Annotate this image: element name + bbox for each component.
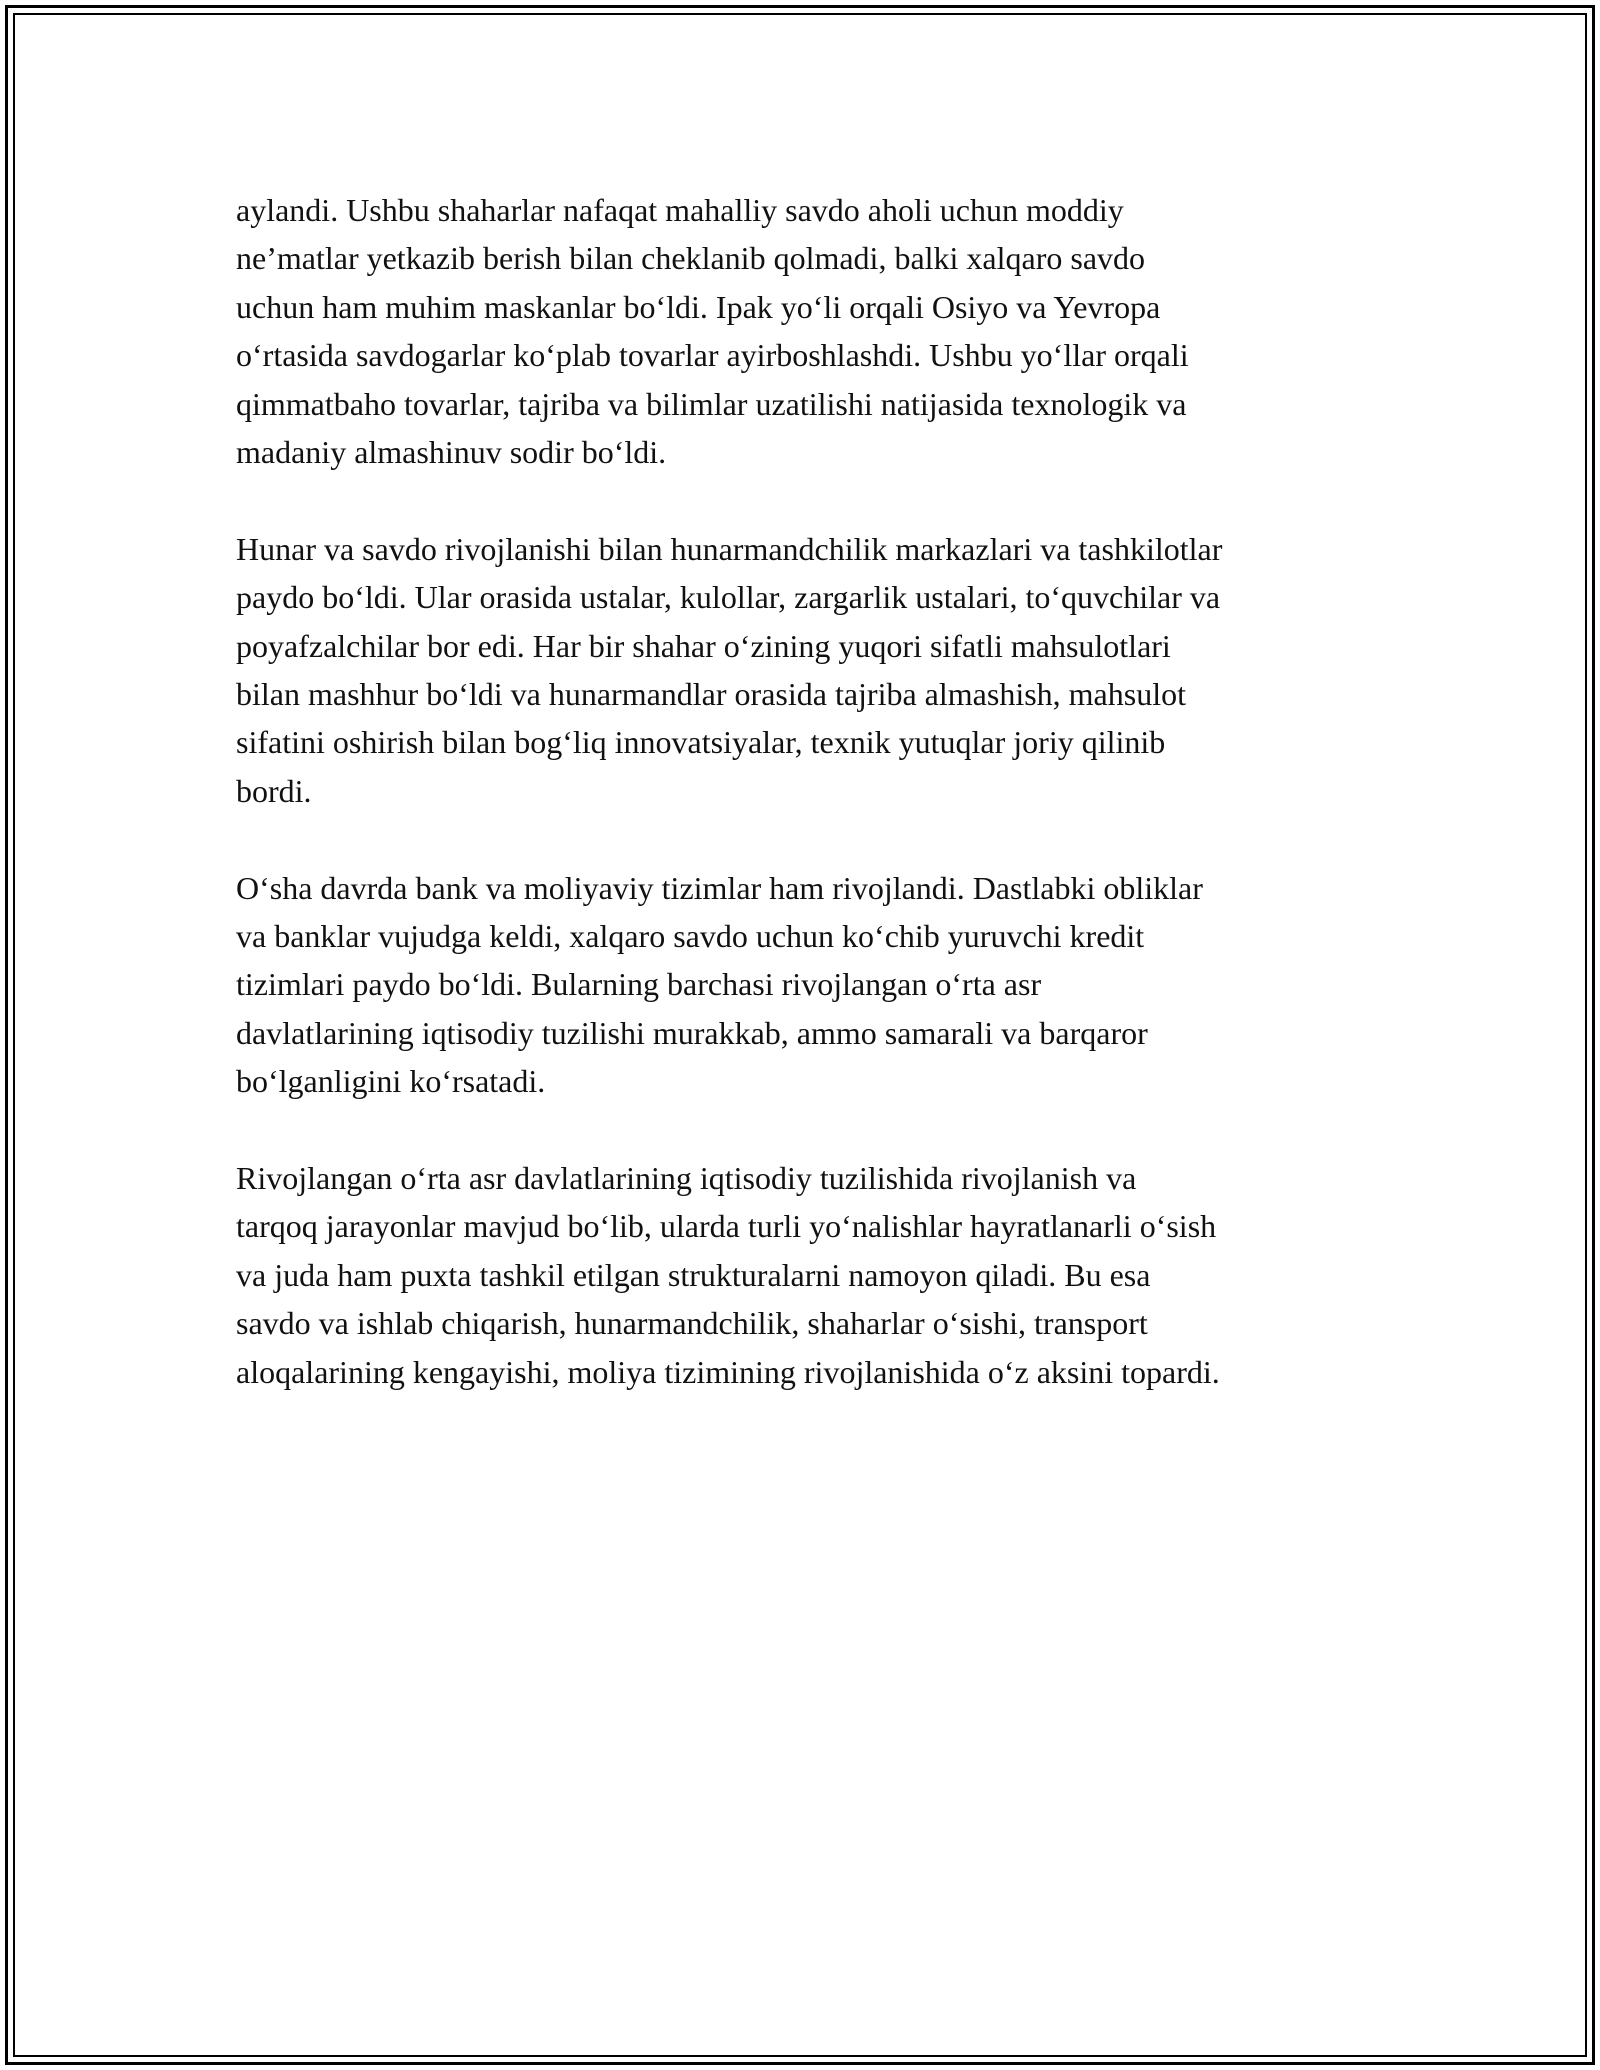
text-line: paydo boʻldi. Ular orasida ustalar, kulollar, zargarlik ustalari, toʻquvchilar va [236,579,1221,616]
paragraph-3 [236,864,1386,1106]
text-line: Oʻsha davrda bank va moliyaviy tizimlar ham rivojlandi. Dastlabki obliklar [236,869,1203,906]
text-line: madaniy almashinuv sodir boʻldi. [236,434,667,471]
text-line: aloqalarining kengayishi, moliya tizimining rivojlanishida oʻz aksini topardi. [236,1353,1220,1390]
text-line: va banklar vujudga keldi, xalqaro savdo uchun koʻchib yuruvchi kredit [236,918,1145,955]
text-line: uchun ham muhim maskanlar boʻldi. Ipak yoʻli orqali Osiyo va Yevropa [236,288,1161,325]
text-line: ne’matlar yetkazib berish bilan cheklanib qolmadi, balki xalqaro savdo [236,240,1146,277]
text-line: oʻrtasida savdogarlar koʻplab tovarlar ayirboshlashdi. Ushbu yoʻllar orqali [236,337,1189,374]
paragraph-4 [236,1154,1386,1396]
text-line: bordi. [236,772,312,809]
document-body [236,186,1386,1445]
text-line: savdo va ishlab chiqarish, hunarmandchilik, shaharlar oʻsishi, transport [236,1305,1148,1342]
text-line: va juda ham puxta tashkil etilgan strukturalarni namoyon qiladi. Bu esa [236,1256,1151,1293]
text-line: davlatlarining iqtisodiy tuzilishi murakkab, ammo samarali va barqaror [236,1014,1148,1051]
text-line: tarqoq jarayonlar mavjud boʻlib, ularda turli yoʻnalishlar hayratlanarli oʻsish [236,1208,1217,1245]
text-line: bilan mashhur boʻldi va hunarmandlar orasida tajriba almashish, mahsulot [236,676,1186,713]
text-line: Rivojlangan oʻrta asr davlatlarining iqtisodiy tuzilishida rivojlanish va [236,1160,1137,1197]
text-line: sifatini oshirish bilan bogʻliq innovatsiyalar, texnik yutuqlar joriy qilinib [236,724,1166,761]
text-line: tizimlari paydo boʻldi. Bularning barchasi rivojlangan oʻrta asr [236,966,1042,1003]
paragraph-2 [236,525,1386,815]
text-line: qimmatbaho tovarlar, tajriba va bilimlar uzatilishi natijasida texnologik va [236,385,1187,422]
text-line: boʻlganligini koʻrsatadi. [236,1063,546,1100]
text-line: aylandi. Ushbu shaharlar nafaqat mahalliy savdo aholi uchun moddiy [236,192,1124,228]
text-line: poyafzalchilar bor edi. Har bir shahar oʻzining yuqori sifatli mahsulotlari [236,627,1171,664]
text-line: Hunar va savdo rivojlanishi bilan hunarmandchilik markazlari va tashkilotlar [236,530,1223,567]
paragraph-1 [236,186,1386,476]
